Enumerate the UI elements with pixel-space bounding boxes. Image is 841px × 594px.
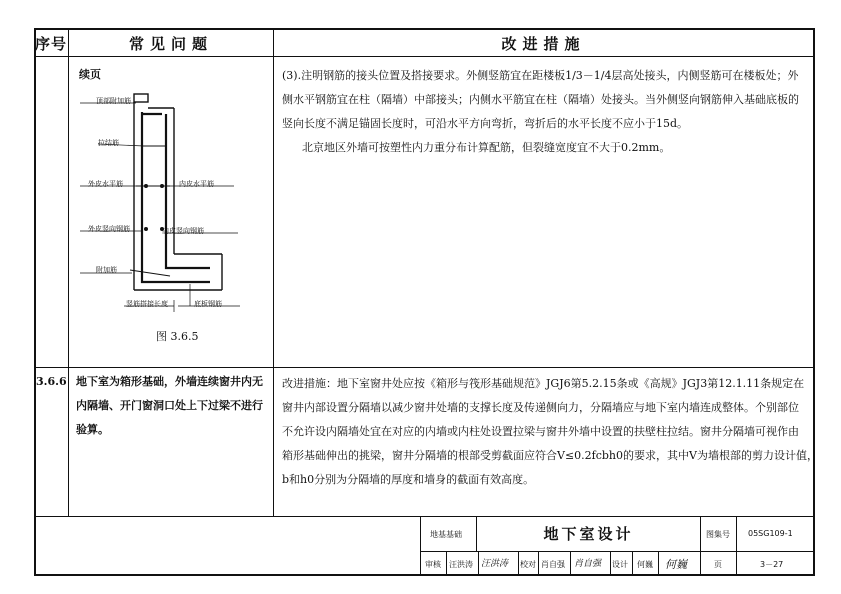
- wall-section-figure: [70, 84, 270, 324]
- tb-page-label: 页: [714, 560, 722, 569]
- row2-number: 3.6.6: [36, 375, 67, 388]
- figure-caption: 图 3.6.5: [156, 330, 199, 343]
- problem-line-2: 内隔墙、开门窗洞口处上下过梁不进行: [76, 399, 263, 412]
- label-anchor-length: 竖筋搭接长度: [126, 300, 168, 308]
- row2-measure-line-5: b和h0分别为分隔墙的厚度和墙身的截面有效高度。: [282, 473, 535, 486]
- tb-design-label: 设计: [612, 560, 628, 569]
- tb-reviewer-signature: 汪洪涛: [481, 559, 509, 569]
- tb-review-label: 审核: [425, 560, 441, 569]
- tb-atlas-no: 05SG109-1: [748, 529, 793, 538]
- label-outer-vertical: 外皮竖向钢筋: [88, 225, 130, 233]
- label-slab-bar: 底板钢筋: [194, 300, 222, 308]
- frame-top: [34, 28, 815, 30]
- measure-line-2: 侧水平钢筋宜在柱（隔墙）中部接头；内侧水平筋宜在柱（隔墙）处接头。当外侧竖向钢筋伸入基础底板的: [282, 93, 799, 106]
- tb-check-label: 校对: [520, 560, 536, 569]
- problem-line-1: 地下室为箱形基础，外墙连续窗井内无: [76, 375, 263, 388]
- frame-left: [34, 28, 36, 576]
- row2-measure-line-4: 箱形基础伸出的挑梁，窗井分隔墙的根部受剪截面应符合V≤0.2fcbh0的要求，其中V为墙根部的剪力设计值，: [282, 449, 818, 462]
- label-tie-bar: 拉结筋: [98, 139, 119, 147]
- continued-label: 续页: [79, 68, 101, 81]
- header-col-no: 序号: [34, 35, 67, 53]
- tb-checker: 肖自强: [541, 560, 565, 569]
- tb-atlas-label: 图集号: [706, 530, 730, 539]
- label-inner-vertical: 内皮竖向钢筋: [162, 227, 204, 235]
- tb-designer: 何巍: [637, 560, 653, 569]
- titleblock-divider: [34, 516, 815, 517]
- label-inner-horizontal: 内皮水平筋: [179, 180, 214, 188]
- row2-measure-line-1: 改进措施：地下室窗井处应按《箱形与筏形基础规范》JGJ6第5.2.15条或《高规》JGJ3第12.1.11条规定在: [282, 377, 805, 390]
- frame-right: [813, 28, 815, 576]
- row2-measure-line-2: 窗井内部设置分隔墙以减少窗井处墙的支撑长度及传递侧向力，分隔墙应与地下室内墙连成整体。个别部位: [282, 401, 799, 414]
- tb-checker-signature: 肖自强: [574, 559, 602, 569]
- measure-line-1: (3).注明钢筋的接头位置及搭接要求。外侧竖筋宜在距楼板1/3－1/4层高处接头，内侧竖筋可在楼板处；外: [282, 69, 799, 82]
- additional-bar-line: [130, 270, 170, 276]
- col-divider-1: [68, 28, 69, 516]
- tb-title: 地下室设计: [543, 525, 634, 543]
- tb-page-no: 3－27: [760, 560, 784, 569]
- frame-bottom: [34, 574, 815, 576]
- slab-stub: [134, 94, 148, 102]
- tb-reviewer: 汪洪涛: [449, 560, 473, 569]
- row-divider: [34, 367, 815, 368]
- tb-category: 地基基础: [430, 530, 462, 539]
- col-divider-2: [273, 28, 274, 516]
- label-outer-horizontal: 外皮水平筋: [88, 180, 123, 188]
- row2-measure-line-3: 不允许设内隔墙处宜在对应的内墙或内柱处设置拉梁与窗井外墙中设置的扶壁柱拉结。窗井分隔墙可视作由: [282, 425, 799, 438]
- label-top-bar: 顶部附加筋: [96, 97, 131, 105]
- tb-designer-signature: 何巍: [665, 558, 687, 571]
- problem-line-3: 验算。: [76, 423, 109, 436]
- inner-vertical-bar: [166, 114, 210, 268]
- measure-note: 北京地区外墙可按塑性内力重分布计算配筋，但裂缝宽度宜不大于0.2mm。: [302, 141, 671, 154]
- header-col-problem: 常见问题: [128, 35, 213, 53]
- measure-line-3: 竖向长度不满足锚固长度时，可沿水平方向弯折，弯折后的水平长度不应小于15d。: [282, 117, 689, 130]
- header-divider: [34, 56, 815, 57]
- label-additional: 附加筋: [96, 266, 117, 274]
- outer-vertical-bar: [142, 112, 210, 282]
- header-col-measure: 改进措施: [501, 35, 586, 53]
